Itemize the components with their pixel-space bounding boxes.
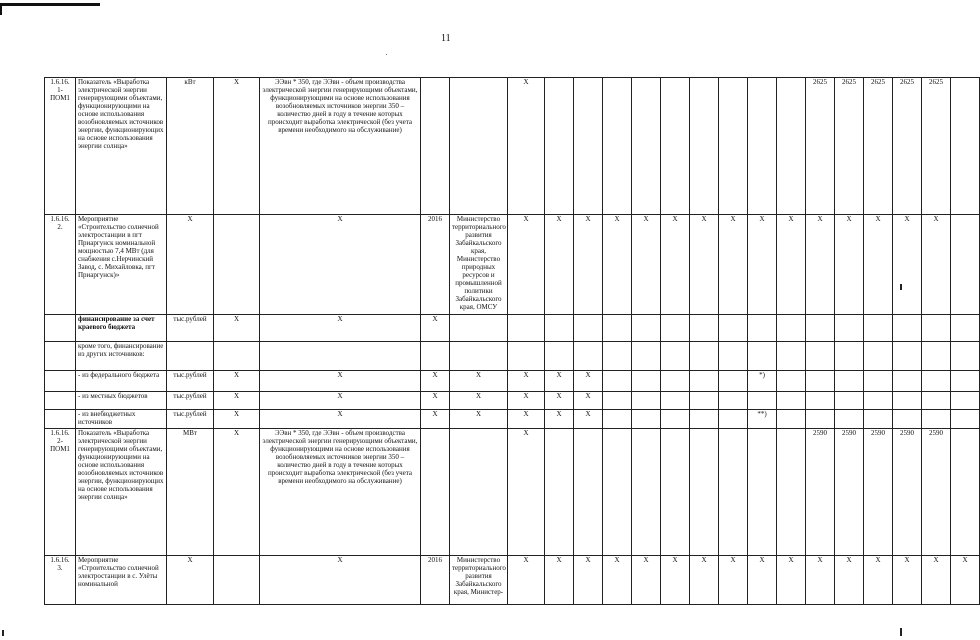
- value-cell: X: [632, 556, 661, 605]
- year-cell: X: [421, 410, 450, 429]
- value-cell: X: [719, 215, 748, 315]
- value-cell: [603, 392, 632, 410]
- value-cell: [632, 371, 661, 392]
- value-cell: [574, 315, 603, 342]
- value-cell: X: [632, 215, 661, 315]
- table-row: [45, 315, 980, 342]
- row-name-cell: Показатель «Выработка электрической энергии генерирующими объектами, функционирующими на основе использования возобновляемых источников энергии, функционирующих на основе использования энергии солнца»: [76, 429, 167, 556]
- marker-cell: X: [214, 392, 260, 410]
- table-row: [45, 392, 980, 410]
- marker-cell: [214, 556, 260, 605]
- value-cell: [806, 410, 835, 429]
- value-cell: [922, 392, 951, 410]
- value-cell: [922, 342, 951, 371]
- value-cell: [603, 315, 632, 342]
- formula-cell: X: [260, 556, 421, 605]
- value-cell: [574, 78, 603, 215]
- table-row: [45, 556, 980, 605]
- value-cell: [893, 371, 922, 392]
- value-cell: [748, 392, 777, 410]
- formula-cell: ЭЭвн * 350, где ЭЭвн - объем производства электрической энергии генерирующими объектами, функционирующими на основе использования возобновляемых источников энергии 350 – количество дней в году в течение которых происходит выработка электрической (без учета времени необходимого на обслуживание): [260, 429, 421, 556]
- unit-cell: тыс.рублей: [167, 410, 214, 429]
- value-cell: 2625: [893, 78, 922, 215]
- value-cell: X: [777, 215, 806, 315]
- value-cell: [777, 78, 806, 215]
- value-cell: X: [574, 215, 603, 315]
- value-cell: X: [661, 556, 690, 605]
- formula-cell: X: [260, 371, 421, 392]
- unit-cell: X: [167, 215, 214, 315]
- value-cell: [748, 315, 777, 342]
- value-cell: 2625: [835, 78, 864, 215]
- value-cell: [603, 371, 632, 392]
- row-name-cell: - из внебюджетных источников: [76, 410, 167, 429]
- value-cell: [922, 410, 951, 429]
- value-cell: [835, 392, 864, 410]
- marker-cell: [508, 315, 545, 342]
- marker-cell: [214, 342, 260, 371]
- year-cell: [421, 78, 450, 215]
- row-name-cell: кроме того, финансирование из других источников:: [76, 342, 167, 371]
- executor-cell: Министерство территориального развития Забайкальского края, Министер-: [450, 556, 508, 605]
- value-cell: [893, 315, 922, 342]
- executor-cell: [450, 429, 508, 556]
- marker-cell: X: [508, 556, 545, 605]
- row-number-cell: [45, 315, 76, 342]
- value-cell: [777, 392, 806, 410]
- value-cell: [748, 429, 777, 556]
- value-cell: 2590: [835, 429, 864, 556]
- value-cell: [864, 371, 893, 392]
- row-name-cell: Мероприятие «Строительство солнечной электростанции в с. Улёты номинальной: [76, 556, 167, 605]
- value-cell: [690, 78, 719, 215]
- value-cell: [632, 78, 661, 215]
- value-cell: [835, 410, 864, 429]
- marker-cell: X: [214, 315, 260, 342]
- value-cell: [748, 78, 777, 215]
- value-cell: [661, 392, 690, 410]
- row-number-cell: 1.6.16. 2- ПОМ1: [45, 429, 76, 556]
- row-number-cell: [45, 410, 76, 429]
- marker-cell: X: [508, 371, 545, 392]
- year-cell: X: [421, 371, 450, 392]
- value-cell: 2625: [806, 78, 835, 215]
- row-number-cell: [45, 342, 76, 371]
- value-cell: [632, 410, 661, 429]
- executor-cell: X: [450, 371, 508, 392]
- row-number-cell: [45, 392, 76, 410]
- value-cell: [545, 429, 574, 556]
- value-cell: [893, 342, 922, 371]
- value-cell: X: [893, 556, 922, 605]
- marker-cell: X: [508, 410, 545, 429]
- value-cell: X: [545, 392, 574, 410]
- scan-dot: [386, 54, 387, 55]
- edge-mark-right-bottom: [900, 628, 902, 636]
- value-cell: 2590: [893, 429, 922, 556]
- value-cell: X: [545, 556, 574, 605]
- value-cell: X: [835, 556, 864, 605]
- value-cell: [690, 371, 719, 392]
- value-cell: [951, 371, 980, 392]
- marker-cell: X: [214, 371, 260, 392]
- value-cell: [951, 215, 980, 315]
- value-cell: X: [690, 556, 719, 605]
- value-cell: X: [545, 215, 574, 315]
- row-name-cell: финансирование за счет краевого бюджета: [76, 315, 167, 342]
- formula-cell: X: [260, 315, 421, 342]
- value-cell: [574, 342, 603, 371]
- marker-cell: X: [508, 392, 545, 410]
- value-cell: [922, 315, 951, 342]
- row-name-cell: - из федерального бюджета: [76, 371, 167, 392]
- year-cell: X: [421, 392, 450, 410]
- value-cell: [661, 78, 690, 215]
- value-cell: [574, 429, 603, 556]
- marker-cell: [508, 342, 545, 371]
- value-cell: X: [835, 215, 864, 315]
- value-cell: [690, 429, 719, 556]
- value-cell: [777, 429, 806, 556]
- value-cell: [893, 410, 922, 429]
- value-cell: [719, 315, 748, 342]
- unit-cell: МВт: [167, 429, 214, 556]
- value-cell: X: [719, 556, 748, 605]
- table-row: [45, 342, 980, 371]
- table-row: [45, 429, 980, 556]
- value-cell: **): [748, 410, 777, 429]
- value-cell: [603, 78, 632, 215]
- value-cell: X: [603, 556, 632, 605]
- value-cell: [864, 342, 893, 371]
- year-cell: X: [421, 315, 450, 342]
- unit-cell: тыс.рублей: [167, 371, 214, 392]
- formula-cell: [260, 342, 421, 371]
- value-cell: [545, 342, 574, 371]
- value-cell: [719, 392, 748, 410]
- table-row: [45, 78, 980, 215]
- value-cell: [835, 371, 864, 392]
- page-number: 11: [441, 33, 451, 44]
- value-cell: [545, 78, 574, 215]
- year-cell: [421, 342, 450, 371]
- unit-cell: тыс.рублей: [167, 315, 214, 342]
- value-cell: X: [748, 556, 777, 605]
- value-cell: [806, 371, 835, 392]
- value-cell: [690, 410, 719, 429]
- table-row: [45, 215, 980, 315]
- value-cell: [951, 429, 980, 556]
- row-name-cell: Мероприятие «Строительство солнечной электростанции в пгт Приаргунск номинальной мощностью 7,4 МВт (для снабжения с.Нерчинский Завод, с. Михайловка, пгт Приаргунск)»: [76, 215, 167, 315]
- value-cell: X: [922, 215, 951, 315]
- value-cell: [661, 342, 690, 371]
- value-cell: X: [603, 215, 632, 315]
- unit-cell: X: [167, 556, 214, 605]
- program-table: [44, 77, 980, 605]
- table-row: [45, 371, 980, 392]
- year-cell: 2016: [421, 556, 450, 605]
- value-cell: [719, 429, 748, 556]
- marker-cell: X: [508, 78, 545, 215]
- year-cell: 2016: [421, 215, 450, 315]
- value-cell: [632, 342, 661, 371]
- value-cell: [893, 392, 922, 410]
- value-cell: [951, 78, 980, 215]
- value-cell: [951, 410, 980, 429]
- executor-cell: X: [450, 410, 508, 429]
- value-cell: X: [690, 215, 719, 315]
- formula-cell: X: [260, 410, 421, 429]
- marker-cell: X: [214, 410, 260, 429]
- value-cell: [835, 342, 864, 371]
- value-cell: [719, 410, 748, 429]
- value-cell: X: [574, 556, 603, 605]
- value-cell: X: [545, 371, 574, 392]
- value-cell: [777, 342, 806, 371]
- value-cell: [719, 342, 748, 371]
- marker-cell: X: [214, 429, 260, 556]
- value-cell: X: [806, 556, 835, 605]
- formula-cell: ЭЭвн * 350, где ЭЭвн - объем производства электрической энергии генерирующими объектами, функционирующими на основе использования возобновляемых источников энергии 350 – количество дней в году в течение которых происходит выработка электрической (без учета времени необходимого на обслуживание): [260, 78, 421, 215]
- value-cell: 2590: [922, 429, 951, 556]
- value-cell: [632, 392, 661, 410]
- formula-cell: X: [260, 392, 421, 410]
- value-cell: [603, 342, 632, 371]
- value-cell: [661, 429, 690, 556]
- value-cell: [603, 410, 632, 429]
- value-cell: [835, 315, 864, 342]
- formula-cell: X: [260, 215, 421, 315]
- value-cell: [864, 410, 893, 429]
- unit-cell: [167, 342, 214, 371]
- value-cell: X: [922, 556, 951, 605]
- value-cell: 2625: [864, 78, 893, 215]
- value-cell: [545, 315, 574, 342]
- row-number-cell: 1.6.16. 3.: [45, 556, 76, 605]
- value-cell: X: [806, 215, 835, 315]
- value-cell: X: [748, 215, 777, 315]
- corner-mark-horizontal: [0, 3, 100, 6]
- value-cell: [777, 410, 806, 429]
- value-cell: X: [893, 215, 922, 315]
- marker-cell: X: [214, 78, 260, 215]
- table-row: [45, 410, 980, 429]
- value-cell: 2590: [806, 429, 835, 556]
- value-cell: [632, 429, 661, 556]
- value-cell: X: [777, 556, 806, 605]
- value-cell: [719, 371, 748, 392]
- value-cell: [806, 315, 835, 342]
- value-cell: [951, 342, 980, 371]
- executor-cell: Министерство территориального развития Забайкальского края, Министерство природных ресурсов и промышленной политики Забайкальского края, ОМСУ: [450, 215, 508, 315]
- value-cell: X: [864, 556, 893, 605]
- value-cell: [777, 371, 806, 392]
- marker-cell: X: [508, 215, 545, 315]
- value-cell: [661, 371, 690, 392]
- value-cell: [603, 429, 632, 556]
- value-cell: [690, 392, 719, 410]
- value-cell: 2625: [922, 78, 951, 215]
- unit-cell: кВт: [167, 78, 214, 215]
- value-cell: [777, 315, 806, 342]
- corner-mark-vertical: [0, 3, 2, 15]
- unit-cell: тыс.рублей: [167, 392, 214, 410]
- value-cell: X: [661, 215, 690, 315]
- value-cell: *): [748, 371, 777, 392]
- value-cell: X: [951, 556, 980, 605]
- value-cell: [806, 342, 835, 371]
- value-cell: [690, 342, 719, 371]
- row-number-cell: [45, 371, 76, 392]
- value-cell: [690, 315, 719, 342]
- value-cell: [806, 392, 835, 410]
- value-cell: X: [864, 215, 893, 315]
- value-cell: X: [574, 392, 603, 410]
- row-name-cell: Показатель «Выработка электрической энергии генерирующими объектами, функционирующими на основе использования возобновляемых источников энергии, функционирующих на основе использования энергии солнца»: [76, 78, 167, 215]
- value-cell: X: [545, 410, 574, 429]
- value-cell: [951, 392, 980, 410]
- executor-cell: [450, 342, 508, 371]
- row-number-cell: 1.6.16. 2.: [45, 215, 76, 315]
- value-cell: [864, 392, 893, 410]
- value-cell: X: [574, 371, 603, 392]
- marker-cell: [214, 215, 260, 315]
- value-cell: [632, 315, 661, 342]
- edge-mark-left-bottom: [2, 630, 4, 636]
- year-cell: [421, 429, 450, 556]
- value-cell: [922, 371, 951, 392]
- value-cell: [661, 315, 690, 342]
- value-cell: 2590: [864, 429, 893, 556]
- value-cell: [864, 315, 893, 342]
- row-number-cell: 1.6.16. 1- ПОМ1: [45, 78, 76, 215]
- marker-cell: X: [508, 429, 545, 556]
- executor-cell: [450, 78, 508, 215]
- value-cell: [661, 410, 690, 429]
- row-name-cell: - из местных бюджетов: [76, 392, 167, 410]
- value-cell: [951, 315, 980, 342]
- executor-cell: X: [450, 392, 508, 410]
- executor-cell: [450, 315, 508, 342]
- value-cell: X: [574, 410, 603, 429]
- value-cell: [719, 78, 748, 215]
- value-cell: [748, 342, 777, 371]
